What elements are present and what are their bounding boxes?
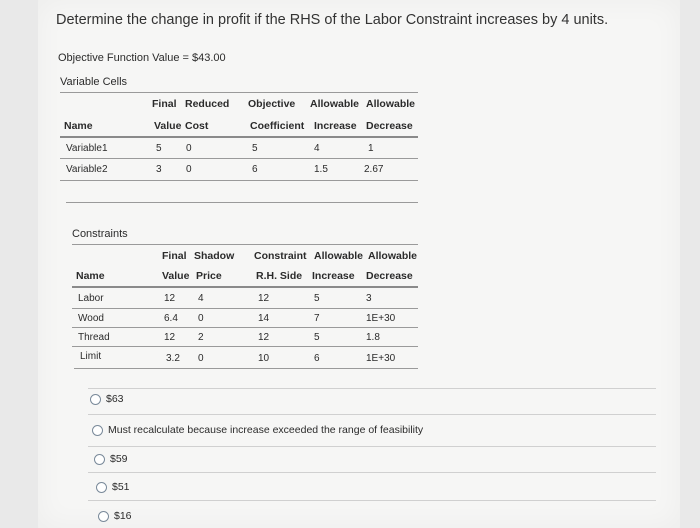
var-dec: 2.67 xyxy=(364,164,384,175)
var-cost: 0 xyxy=(186,143,192,154)
answer-option-63[interactable] xyxy=(90,393,124,405)
var-inc: 4 xyxy=(314,143,320,154)
con-rhs: 10 xyxy=(258,353,270,364)
var-name: Variable1 xyxy=(66,143,108,154)
header-objective: Objective xyxy=(248,98,296,110)
var-coef: 6 xyxy=(252,164,258,175)
header-cost: Cost xyxy=(185,120,209,132)
option-separator xyxy=(88,500,656,501)
con-value: 12 xyxy=(164,293,176,304)
con-value: 12 xyxy=(164,332,176,343)
row-rule xyxy=(60,180,418,181)
con-value: 3.2 xyxy=(166,353,180,364)
table-rule xyxy=(60,92,418,93)
option-separator xyxy=(88,446,656,447)
header-rule xyxy=(72,286,418,288)
con-price: 0 xyxy=(198,313,204,324)
header-value: Value xyxy=(162,270,190,282)
var-inc: 1.5 xyxy=(314,164,328,175)
con-rhs: 12 xyxy=(258,293,270,304)
row-rule xyxy=(72,346,418,347)
header-decrease: Decrease xyxy=(366,270,413,282)
con-name: Labor xyxy=(78,293,104,304)
header-price: Price xyxy=(196,270,222,282)
con-dec: 1E+30 xyxy=(366,313,396,324)
con-name: Thread xyxy=(78,332,110,343)
variable-cells-title: Variable Cells xyxy=(60,76,128,88)
var-value: 5 xyxy=(156,143,162,154)
con-price: 4 xyxy=(198,293,204,304)
table-bottom-rule xyxy=(66,202,418,203)
answer-label: $59 xyxy=(110,453,128,465)
var-dec: 1 xyxy=(368,143,374,154)
var-value: 3 xyxy=(156,164,162,175)
var-coef: 5 xyxy=(252,143,258,154)
constraints-title: Constraints xyxy=(72,228,128,240)
row-rule xyxy=(72,327,418,328)
con-inc: 7 xyxy=(314,313,320,324)
header-reduced: Reduced xyxy=(185,98,230,110)
con-name: Limit xyxy=(80,351,102,362)
header-allowable-dec: Allowable xyxy=(368,250,418,262)
answer-label: Must recalculate because increase exceeded the range of feasibility xyxy=(108,424,424,436)
worksheet-page xyxy=(38,0,680,528)
row-rule xyxy=(74,368,418,369)
var-cost: 0 xyxy=(186,164,192,175)
header-final: Final xyxy=(162,250,187,262)
header-coefficient: Coefficient xyxy=(250,120,305,132)
con-dec: 3 xyxy=(366,293,372,304)
con-inc: 5 xyxy=(314,293,320,304)
option-separator xyxy=(88,388,656,389)
answer-option-recalculate[interactable] xyxy=(92,424,423,436)
question-text: Determine the change in profit if the RHS of the Labor Constraint increases by 4 units. xyxy=(56,12,609,28)
radio-icon[interactable] xyxy=(90,394,101,405)
con-value: 6.4 xyxy=(164,313,178,324)
answer-label: $51 xyxy=(112,481,130,493)
header-name: Name xyxy=(76,270,105,282)
row-rule xyxy=(60,158,418,159)
con-name: Wood xyxy=(78,313,104,324)
header-rule xyxy=(60,136,418,138)
header-decrease: Decrease xyxy=(366,120,413,132)
header-constraint: Constraint xyxy=(254,250,307,262)
answer-option-16[interactable] xyxy=(98,510,132,522)
radio-icon[interactable] xyxy=(94,454,105,465)
radio-icon[interactable] xyxy=(92,425,103,436)
objective-value: Objective Function Value = $43.00 xyxy=(58,52,226,64)
header-increase: Increase xyxy=(314,120,357,132)
header-allowable-inc: Allowable xyxy=(310,98,360,110)
row-rule xyxy=(72,308,418,309)
table-rule xyxy=(72,244,418,245)
var-name: Variable2 xyxy=(66,164,108,175)
header-allowable-dec: Allowable xyxy=(366,98,416,110)
con-price: 2 xyxy=(198,332,204,343)
con-rhs: 12 xyxy=(258,332,270,343)
con-inc: 5 xyxy=(314,332,320,343)
answer-label: $63 xyxy=(106,393,124,405)
header-name: Name xyxy=(64,120,93,132)
con-dec: 1E+30 xyxy=(366,353,396,364)
con-price: 0 xyxy=(198,353,204,364)
header-allowable-inc: Allowable xyxy=(314,250,364,262)
header-final: Final xyxy=(152,98,177,110)
answer-option-59[interactable] xyxy=(94,453,128,465)
answer-option-51[interactable] xyxy=(96,481,130,493)
option-separator xyxy=(88,414,656,415)
con-inc: 6 xyxy=(314,353,320,364)
radio-icon[interactable] xyxy=(96,482,107,493)
header-value: Value xyxy=(154,120,182,132)
header-increase: Increase xyxy=(312,270,355,282)
con-dec: 1.8 xyxy=(366,332,380,343)
radio-icon[interactable] xyxy=(98,511,109,522)
header-shadow: Shadow xyxy=(194,250,235,262)
header-rhs: R.H. Side xyxy=(256,270,303,282)
answer-label: $16 xyxy=(114,510,132,522)
option-separator xyxy=(88,472,656,473)
con-rhs: 14 xyxy=(258,313,270,324)
